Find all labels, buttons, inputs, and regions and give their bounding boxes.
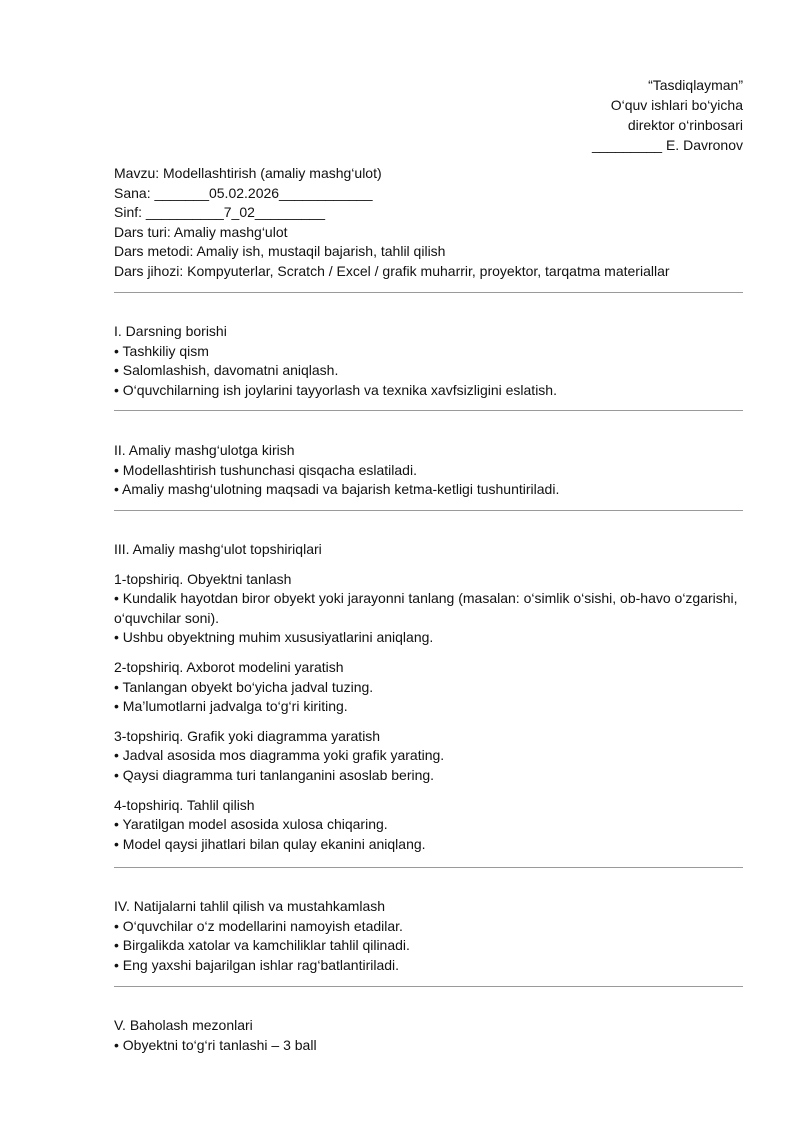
lesson-class: Sinf: __________7_02_________ [114, 204, 325, 221]
section-title: II. Amaliy mashg‘ulotga kirish [114, 442, 295, 458]
approval-block [592, 75, 743, 155]
list-item: • Qaysi diagramma turi tanlanganini asoslab bering. [114, 766, 435, 783]
list-item: • Salomlashish, davomatni aniqlash. [114, 362, 339, 379]
divider [114, 986, 743, 987]
list-item: • Kundalik hayotdan biror obyekt yoki jarayonni tanlang (masalan: o‘simlik o‘sishi, ob-havo o‘zgarishi, o‘quvchilar soni). [114, 590, 738, 626]
list-item: • Ushbu obyektning muhim xususiyatlarini aniqlang. [114, 629, 434, 646]
divider [114, 867, 743, 868]
task-title: 4-topshiriq. Tahlil qilish [114, 796, 255, 813]
section-title: IV. Natijalarni tahlil qilish va mustahkamlash [114, 898, 386, 914]
lesson-equipment: Dars jihozi: Kompyuterlar, Scratch / Excel / grafik muharrir, proyektor, tarqatma materiallar [114, 262, 670, 279]
section-tasks [114, 540, 743, 854]
lesson-header [114, 164, 743, 282]
list-item: • O‘quvchilarning ish joylarini tayyorlash va texnika xavfsizligini eslatish. [114, 381, 557, 398]
list-item: • Tashkiliy qism [114, 342, 209, 359]
list-item: • Yaratilgan model asosida xulosa chiqaring. [114, 816, 388, 833]
list-item: • Modellashtirish tushunchasi qisqacha eslatiladi. [114, 461, 417, 478]
approval-position-line2: direktor o‘rinbosari [627, 117, 743, 133]
section-grading [114, 1016, 743, 1055]
task-title: 2-topshiriq. Axborot modelini yaratish [114, 658, 344, 675]
approval-position-line1: O‘quv ishlari bo‘yicha [610, 97, 743, 113]
lesson-method: Dars metodi: Amaliy ish, mustaqil bajarish, tahlil qilish [114, 243, 446, 260]
divider [114, 410, 743, 411]
lesson-type: Dars turi: Amaliy mashg‘ulot [114, 223, 288, 240]
section-title: III. Amaliy mashg‘ulot topshiriqlari [114, 541, 322, 557]
approval-title: “Tasdiqlayman” [648, 77, 743, 93]
task-3 [114, 727, 743, 786]
task-4 [114, 796, 743, 855]
list-item: • Model qaysi jihatlari bilan qulay ekanini aniqlang. [114, 835, 426, 852]
lesson-date: Sana: _______05.02.2026____________ [114, 184, 373, 201]
task-2 [114, 658, 743, 717]
list-item: • Obyektni to‘g‘ri tanlashi – 3 ball [114, 1036, 317, 1053]
section-analysis [114, 897, 743, 975]
section-intro [114, 441, 743, 500]
list-item: • Birgalikda xatolar va kamchiliklar tahlil qilinadi. [114, 937, 410, 954]
list-item: • Tanlangan obyekt bo‘yicha jadval tuzing. [114, 678, 374, 695]
task-title: 3-topshiriq. Grafik yoki diagramma yaratish [114, 727, 381, 744]
divider [114, 510, 743, 511]
list-item: • O‘quvchilar o‘z modellarini namoyish etadilar. [114, 917, 403, 934]
section-lesson-flow [114, 322, 743, 400]
approval-signature: _________ E. Davronov [592, 137, 743, 153]
list-item: • Jadval asosida mos diagramma yoki grafik yarating. [114, 747, 445, 764]
section-title: V. Baholash mezonlari [114, 1017, 253, 1033]
section-title: I. Darsning borishi [114, 323, 227, 339]
list-item: • Amaliy mashg‘ulotning maqsadi va bajarish ketma-ketligi tushuntiriladi. [114, 481, 560, 498]
task-title: 1-topshiriq. Obyektni tanlash [114, 570, 292, 587]
divider [114, 292, 743, 293]
list-item: • Ma’lumotlarni jadvalga to‘g‘ri kiriting. [114, 698, 348, 715]
task-1 [114, 570, 743, 648]
lesson-topic: Mavzu: Modellashtirish (amaliy mashg‘ulot) [114, 165, 382, 181]
list-item: • Eng yaxshi bajarilgan ishlar rag‘batlantiriladi. [114, 956, 400, 973]
